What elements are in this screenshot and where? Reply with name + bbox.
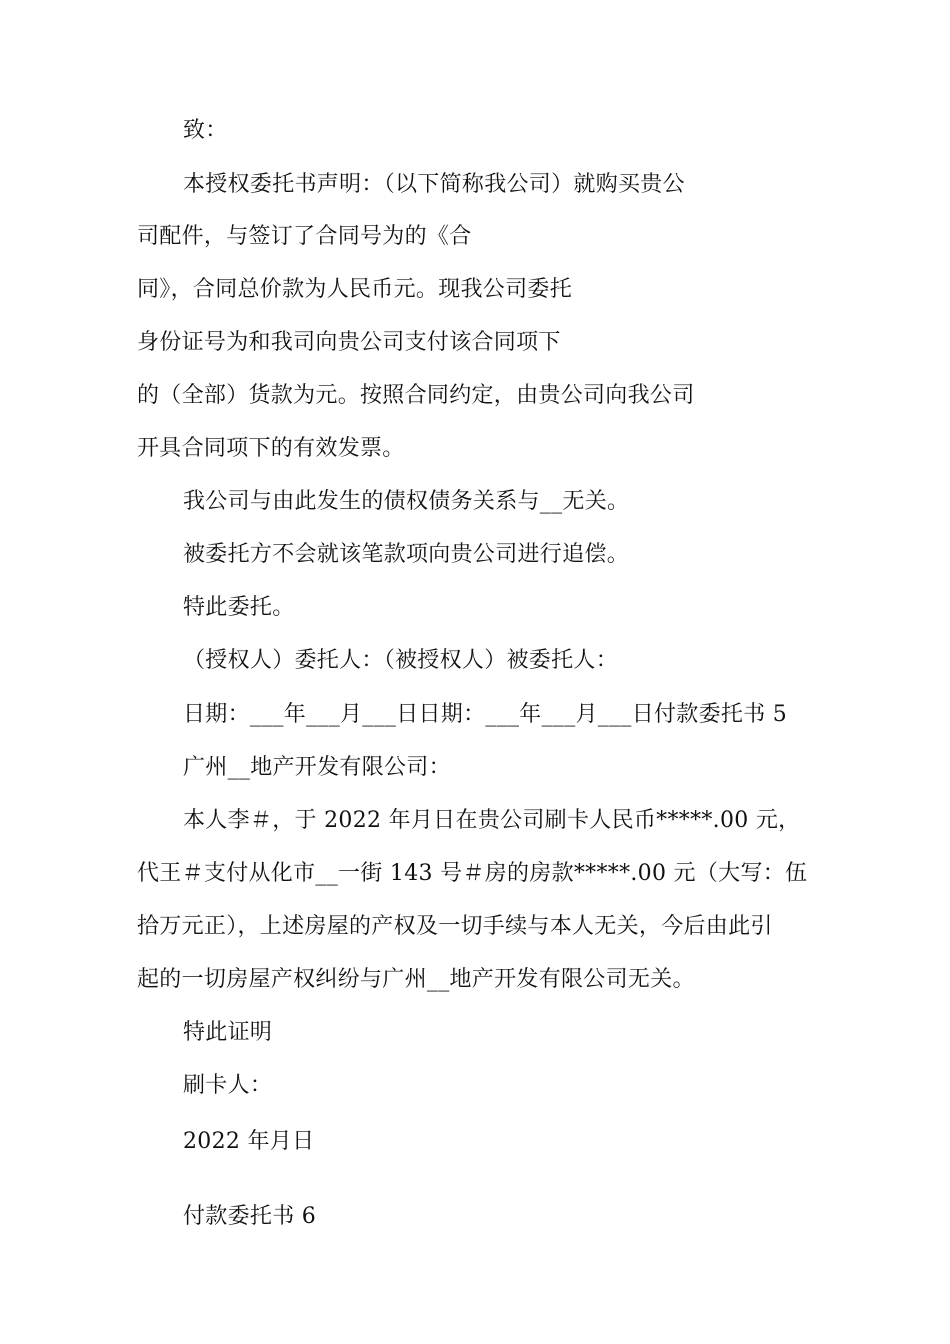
signatory-line: （授权人）委托人：（被授权人）被委托人： bbox=[183, 648, 619, 673]
date-line: 日期：___年___月___日日期：___年___月___日付款委托书 5 bbox=[183, 702, 788, 727]
paragraph-line: 的（全部）货款为元。按照合同约定，由贵公司向我公司 bbox=[137, 383, 695, 408]
signatory-line: 刷卡人： bbox=[183, 1073, 273, 1098]
paragraph-line: 我公司与由此发生的债权债务关系与__无关。 bbox=[183, 489, 630, 514]
paragraph-line: 起的一切房屋产权纠纷与广州__地产开发有限公司无关。 bbox=[137, 967, 695, 992]
paragraph-line: 代王＃支付从化市__一街 143 号＃房的房款*****.00 元（大写：伍 bbox=[137, 861, 808, 886]
salutation-line: 致： bbox=[183, 118, 228, 143]
paragraph-line: 同》，合同总价款为人民币元。现我公司委托 bbox=[137, 277, 573, 302]
section-heading: 付款委托书 6 bbox=[183, 1204, 317, 1229]
closing-line: 特此证明 bbox=[183, 1020, 273, 1045]
closing-line: 特此委托。 bbox=[183, 595, 295, 620]
paragraph-line: 身份证号为和我司向贵公司支付该合同项下 bbox=[137, 330, 561, 355]
paragraph-line: 开具合同项下的有效发票。 bbox=[137, 436, 405, 461]
paragraph-line: 被委托方不会就该笔款项向贵公司进行追偿。 bbox=[183, 542, 630, 567]
paragraph-line: 本人李＃，于 2022 年月日在贵公司刷卡人民币*****.00 元， bbox=[183, 808, 801, 833]
paragraph-line: 司配件，与签订了合同号为的《合 bbox=[137, 224, 472, 249]
date-line: 2022 年月日 bbox=[183, 1129, 315, 1154]
paragraph-line: 拾万元正），上述房屋的产权及一切手续与本人无关，今后由此引 bbox=[137, 914, 773, 939]
paragraph-line: 本授权委托书声明：（以下简称我公司）就购买贵公 bbox=[183, 172, 685, 197]
recipient-line: 广州__地产开发有限公司： bbox=[183, 755, 451, 780]
